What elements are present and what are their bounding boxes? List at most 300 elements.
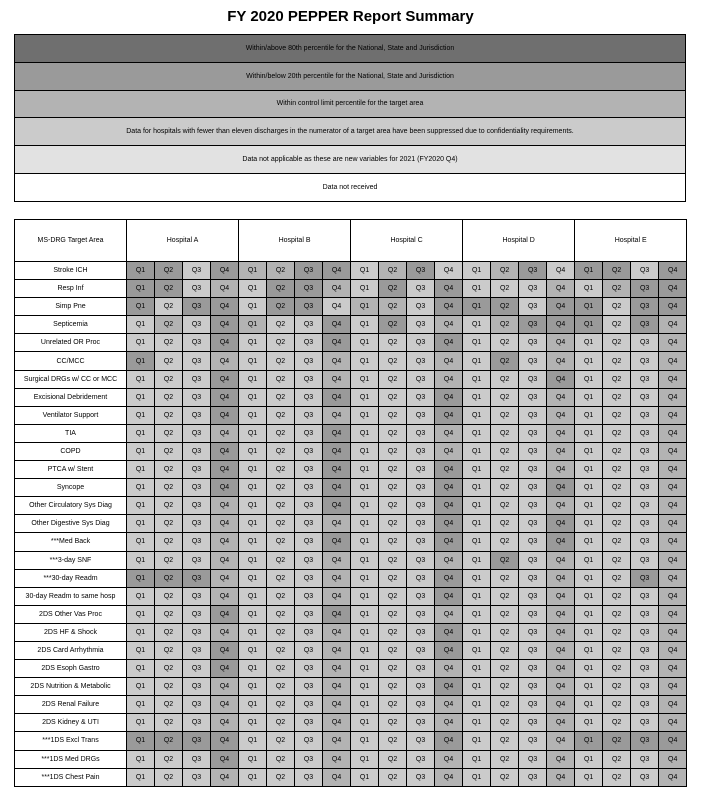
quarter-cell: Q1 — [239, 352, 267, 370]
quarter-cell: Q4 — [659, 406, 687, 424]
quarter-cell: Q1 — [463, 280, 491, 298]
quarter-cell: Q3 — [183, 461, 211, 479]
quarter-cell: Q2 — [603, 298, 631, 316]
quarter-cell: Q1 — [351, 551, 379, 569]
quarter-cell: Q3 — [407, 660, 435, 678]
quarter-cell: Q2 — [491, 406, 519, 424]
quarter-cell: Q1 — [239, 424, 267, 442]
quarter-cell: Q4 — [659, 569, 687, 587]
quarter-cell: Q4 — [323, 316, 351, 334]
quarter-cell: Q3 — [407, 768, 435, 786]
quarter-cell: Q4 — [323, 298, 351, 316]
quarter-cell: Q1 — [127, 298, 155, 316]
quarter-cell: Q2 — [603, 768, 631, 786]
quarter-cell: Q1 — [351, 280, 379, 298]
report-title: FY 2020 PEPPER Report Summary — [227, 8, 474, 25]
quarter-cell: Q3 — [183, 442, 211, 460]
quarter-cell: Q1 — [575, 732, 603, 750]
table-row — [15, 479, 687, 497]
quarter-cell: Q3 — [407, 298, 435, 316]
quarter-cell: Q4 — [323, 660, 351, 678]
quarter-cell: Q2 — [155, 623, 183, 641]
quarter-cell: Q2 — [155, 768, 183, 786]
target-area-label: ***Med Back — [15, 533, 127, 551]
quarter-cell: Q3 — [519, 334, 547, 352]
quarter-cell: Q1 — [463, 660, 491, 678]
quarter-cell: Q2 — [155, 388, 183, 406]
quarter-cell: Q3 — [295, 424, 323, 442]
quarter-cell: Q3 — [183, 424, 211, 442]
quarter-cell: Q1 — [127, 515, 155, 533]
table-row — [15, 352, 687, 370]
quarter-cell: Q1 — [127, 334, 155, 352]
legend-row — [15, 146, 686, 174]
quarter-cell: Q4 — [659, 732, 687, 750]
quarter-cell: Q1 — [127, 442, 155, 460]
quarter-cell: Q2 — [491, 768, 519, 786]
quarter-cell: Q4 — [435, 334, 463, 352]
quarter-cell: Q1 — [351, 732, 379, 750]
quarter-cell: Q3 — [631, 551, 659, 569]
summary-table — [14, 219, 687, 787]
quarter-cell: Q3 — [295, 569, 323, 587]
quarter-cell: Q1 — [127, 551, 155, 569]
quarter-cell: Q4 — [211, 388, 239, 406]
quarter-cell: Q2 — [491, 533, 519, 551]
quarter-cell: Q3 — [295, 768, 323, 786]
quarter-cell: Q4 — [435, 696, 463, 714]
quarter-cell: Q3 — [631, 406, 659, 424]
quarter-cell: Q3 — [295, 479, 323, 497]
quarter-cell: Q4 — [547, 641, 575, 659]
quarter-cell: Q3 — [519, 370, 547, 388]
quarter-cell: Q3 — [631, 370, 659, 388]
quarter-cell: Q4 — [659, 533, 687, 551]
legend-item: Data not received — [15, 173, 686, 201]
quarter-cell: Q4 — [547, 623, 575, 641]
quarter-cell: Q2 — [603, 406, 631, 424]
quarter-cell: Q4 — [323, 551, 351, 569]
quarter-cell: Q1 — [127, 479, 155, 497]
quarter-cell: Q3 — [631, 280, 659, 298]
quarter-cell: Q4 — [211, 334, 239, 352]
quarter-cell: Q4 — [659, 424, 687, 442]
quarter-cell: Q1 — [575, 660, 603, 678]
quarter-cell: Q4 — [211, 424, 239, 442]
quarter-cell: Q3 — [631, 424, 659, 442]
legend-row — [15, 118, 686, 146]
quarter-cell: Q1 — [575, 406, 603, 424]
quarter-cell: Q2 — [155, 316, 183, 334]
quarter-cell: Q4 — [435, 732, 463, 750]
target-area-label: CC/MCC — [15, 352, 127, 370]
quarter-cell: Q3 — [407, 497, 435, 515]
quarter-cell: Q1 — [463, 768, 491, 786]
quarter-cell: Q1 — [127, 280, 155, 298]
quarter-cell: Q4 — [435, 515, 463, 533]
quarter-cell: Q1 — [351, 623, 379, 641]
quarter-cell: Q4 — [323, 587, 351, 605]
quarter-cell: Q3 — [519, 714, 547, 732]
quarter-cell: Q4 — [547, 605, 575, 623]
quarter-cell: Q3 — [407, 569, 435, 587]
quarter-cell: Q3 — [519, 280, 547, 298]
target-area-label: Septicemia — [15, 316, 127, 334]
quarter-cell: Q1 — [127, 768, 155, 786]
quarter-cell: Q1 — [463, 334, 491, 352]
quarter-cell: Q2 — [379, 732, 407, 750]
quarter-cell: Q1 — [351, 515, 379, 533]
quarter-cell: Q3 — [407, 388, 435, 406]
table-row — [15, 768, 687, 786]
quarter-cell: Q2 — [379, 750, 407, 768]
quarter-cell: Q4 — [323, 388, 351, 406]
quarter-cell: Q4 — [435, 298, 463, 316]
quarter-cell: Q1 — [463, 316, 491, 334]
quarter-cell: Q4 — [547, 515, 575, 533]
quarter-cell: Q1 — [463, 298, 491, 316]
quarter-cell: Q1 — [239, 641, 267, 659]
quarter-cell: Q3 — [295, 732, 323, 750]
hospital-header: Hospital B — [239, 220, 351, 262]
quarter-cell: Q4 — [435, 388, 463, 406]
legend-row — [15, 173, 686, 201]
quarter-cell: Q2 — [603, 280, 631, 298]
quarter-cell: Q4 — [435, 461, 463, 479]
quarter-cell: Q2 — [267, 714, 295, 732]
quarter-cell: Q1 — [351, 533, 379, 551]
quarter-cell: Q2 — [491, 660, 519, 678]
quarter-cell: Q2 — [379, 569, 407, 587]
quarter-cell: Q1 — [127, 732, 155, 750]
quarter-cell: Q2 — [379, 424, 407, 442]
quarter-cell: Q4 — [659, 280, 687, 298]
quarter-cell: Q4 — [323, 497, 351, 515]
quarter-cell: Q4 — [547, 732, 575, 750]
quarter-cell: Q4 — [211, 316, 239, 334]
target-area-label: ***1DS Excl Trans — [15, 732, 127, 750]
quarter-cell: Q3 — [519, 641, 547, 659]
quarter-cell: Q3 — [407, 316, 435, 334]
quarter-cell: Q3 — [407, 714, 435, 732]
quarter-cell: Q1 — [575, 497, 603, 515]
quarter-cell: Q1 — [463, 262, 491, 280]
quarter-cell: Q2 — [155, 515, 183, 533]
quarter-cell: Q2 — [603, 623, 631, 641]
target-area-label: Surgical DRGs w/ CC or MCC — [15, 370, 127, 388]
quarter-cell: Q2 — [267, 442, 295, 460]
quarter-cell: Q1 — [127, 316, 155, 334]
target-area-label: 2DS Renal Failure — [15, 696, 127, 714]
quarter-cell: Q3 — [295, 461, 323, 479]
quarter-cell: Q4 — [547, 352, 575, 370]
quarter-cell: Q1 — [351, 587, 379, 605]
quarter-cell: Q1 — [127, 461, 155, 479]
quarter-cell: Q3 — [183, 316, 211, 334]
quarter-cell: Q4 — [547, 334, 575, 352]
quarter-cell: Q1 — [575, 479, 603, 497]
quarter-cell: Q3 — [295, 605, 323, 623]
hospital-header: Hospital D — [463, 220, 575, 262]
legend-item: Data for hospitals with fewer than eleven discharges in the numerator of a target area have been suppressed due to confidentiality requirements. — [15, 118, 686, 146]
target-area-label: 30-day Readm to same hosp — [15, 587, 127, 605]
quarter-cell: Q2 — [379, 334, 407, 352]
quarter-cell: Q2 — [603, 316, 631, 334]
quarter-cell: Q1 — [127, 569, 155, 587]
quarter-cell: Q4 — [659, 587, 687, 605]
quarter-cell: Q4 — [659, 370, 687, 388]
quarter-cell: Q4 — [323, 479, 351, 497]
quarter-cell: Q3 — [295, 641, 323, 659]
quarter-cell: Q1 — [239, 587, 267, 605]
quarter-cell: Q3 — [183, 370, 211, 388]
quarter-cell: Q2 — [267, 678, 295, 696]
quarter-cell: Q1 — [239, 497, 267, 515]
quarter-cell: Q1 — [575, 424, 603, 442]
quarter-cell: Q1 — [575, 623, 603, 641]
quarter-cell: Q3 — [407, 442, 435, 460]
quarter-cell: Q2 — [491, 316, 519, 334]
quarter-cell: Q4 — [211, 406, 239, 424]
quarter-cell: Q2 — [491, 587, 519, 605]
quarter-cell: Q1 — [463, 696, 491, 714]
quarter-cell: Q3 — [183, 660, 211, 678]
quarter-cell: Q1 — [239, 479, 267, 497]
quarter-cell: Q1 — [575, 587, 603, 605]
quarter-cell: Q4 — [211, 623, 239, 641]
quarter-cell: Q3 — [519, 515, 547, 533]
quarter-cell: Q2 — [155, 280, 183, 298]
quarter-cell: Q2 — [491, 497, 519, 515]
quarter-cell: Q2 — [379, 262, 407, 280]
quarter-cell: Q1 — [351, 660, 379, 678]
quarter-cell: Q4 — [211, 280, 239, 298]
quarter-cell: Q3 — [631, 714, 659, 732]
quarter-cell: Q1 — [351, 262, 379, 280]
table-row — [15, 732, 687, 750]
legend-row — [15, 90, 686, 118]
target-area-label: Syncope — [15, 479, 127, 497]
quarter-cell: Q1 — [575, 262, 603, 280]
quarter-cell: Q3 — [407, 334, 435, 352]
quarter-cell: Q1 — [239, 660, 267, 678]
quarter-cell: Q3 — [183, 280, 211, 298]
quarter-cell: Q1 — [463, 533, 491, 551]
quarter-cell: Q3 — [631, 587, 659, 605]
quarter-cell: Q3 — [295, 660, 323, 678]
table-row — [15, 551, 687, 569]
quarter-cell: Q3 — [519, 298, 547, 316]
legend-row — [15, 35, 686, 63]
quarter-cell: Q4 — [435, 406, 463, 424]
quarter-cell: Q1 — [351, 298, 379, 316]
quarter-cell: Q2 — [379, 370, 407, 388]
quarter-cell: Q4 — [547, 280, 575, 298]
quarter-cell: Q2 — [379, 442, 407, 460]
quarter-cell: Q3 — [519, 551, 547, 569]
quarter-cell: Q3 — [407, 605, 435, 623]
quarter-cell: Q4 — [211, 768, 239, 786]
quarter-cell: Q1 — [351, 714, 379, 732]
quarter-cell: Q2 — [267, 262, 295, 280]
quarter-cell: Q1 — [239, 533, 267, 551]
quarter-cell: Q1 — [239, 388, 267, 406]
quarter-cell: Q1 — [239, 714, 267, 732]
quarter-cell: Q1 — [239, 768, 267, 786]
quarter-cell: Q2 — [267, 623, 295, 641]
quarter-cell: Q4 — [435, 442, 463, 460]
quarter-cell: Q4 — [435, 479, 463, 497]
quarter-cell: Q4 — [659, 660, 687, 678]
quarter-cell: Q1 — [127, 497, 155, 515]
quarter-cell: Q4 — [659, 641, 687, 659]
target-area-label: ***3-day SNF — [15, 551, 127, 569]
quarter-cell: Q3 — [295, 334, 323, 352]
quarter-cell: Q3 — [631, 388, 659, 406]
quarter-cell: Q4 — [547, 750, 575, 768]
quarter-cell: Q2 — [267, 334, 295, 352]
quarter-cell: Q2 — [491, 623, 519, 641]
quarter-cell: Q1 — [351, 569, 379, 587]
quarter-cell: Q4 — [659, 497, 687, 515]
quarter-cell: Q4 — [435, 533, 463, 551]
quarter-cell: Q1 — [127, 533, 155, 551]
quarter-cell: Q2 — [603, 678, 631, 696]
quarter-cell: Q4 — [659, 388, 687, 406]
quarter-cell: Q3 — [183, 551, 211, 569]
quarter-cell: Q4 — [323, 533, 351, 551]
quarter-cell: Q1 — [463, 442, 491, 460]
quarter-cell: Q1 — [463, 587, 491, 605]
quarter-cell: Q3 — [631, 623, 659, 641]
quarter-cell: Q2 — [603, 569, 631, 587]
quarter-cell: Q2 — [603, 587, 631, 605]
quarter-cell: Q1 — [575, 298, 603, 316]
quarter-cell: Q2 — [379, 406, 407, 424]
quarter-cell: Q2 — [379, 714, 407, 732]
quarter-cell: Q3 — [631, 461, 659, 479]
quarter-cell: Q2 — [603, 533, 631, 551]
quarter-cell: Q1 — [127, 352, 155, 370]
hospital-header: Hospital A — [127, 220, 239, 262]
table-row — [15, 623, 687, 641]
quarter-cell: Q3 — [183, 587, 211, 605]
quarter-cell: Q1 — [239, 623, 267, 641]
quarter-cell: Q2 — [603, 352, 631, 370]
target-area-label: 2DS Kidney & UTI — [15, 714, 127, 732]
quarter-cell: Q2 — [267, 497, 295, 515]
quarter-cell: Q2 — [603, 388, 631, 406]
quarter-cell: Q3 — [407, 424, 435, 442]
quarter-cell: Q4 — [323, 750, 351, 768]
quarter-cell: Q4 — [211, 714, 239, 732]
quarter-cell: Q4 — [659, 461, 687, 479]
quarter-cell: Q3 — [407, 515, 435, 533]
quarter-cell: Q1 — [463, 406, 491, 424]
quarter-cell: Q3 — [631, 678, 659, 696]
quarter-cell: Q3 — [519, 678, 547, 696]
target-area-label: ***1DS Med DRGs — [15, 750, 127, 768]
quarter-cell: Q2 — [379, 316, 407, 334]
quarter-cell: Q1 — [351, 370, 379, 388]
quarter-cell: Q2 — [267, 280, 295, 298]
quarter-cell: Q4 — [211, 515, 239, 533]
quarter-cell: Q4 — [435, 316, 463, 334]
quarter-cell: Q4 — [323, 461, 351, 479]
quarter-cell: Q1 — [351, 461, 379, 479]
quarter-cell: Q3 — [631, 497, 659, 515]
quarter-cell: Q3 — [519, 479, 547, 497]
quarter-cell: Q3 — [631, 750, 659, 768]
quarter-cell: Q2 — [155, 551, 183, 569]
quarter-cell: Q2 — [603, 442, 631, 460]
quarter-cell: Q4 — [659, 479, 687, 497]
quarter-cell: Q1 — [239, 406, 267, 424]
quarter-cell: Q4 — [547, 497, 575, 515]
quarter-cell: Q3 — [295, 298, 323, 316]
table-row — [15, 696, 687, 714]
quarter-cell: Q3 — [631, 334, 659, 352]
quarter-cell: Q4 — [435, 678, 463, 696]
quarter-cell: Q3 — [183, 605, 211, 623]
quarter-cell: Q3 — [295, 533, 323, 551]
target-area-label: 2DS Esoph Gastro — [15, 660, 127, 678]
quarter-cell: Q3 — [519, 262, 547, 280]
quarter-cell: Q3 — [631, 732, 659, 750]
quarter-cell: Q2 — [155, 678, 183, 696]
quarter-cell: Q3 — [295, 370, 323, 388]
quarter-cell: Q2 — [491, 298, 519, 316]
quarter-cell: Q3 — [631, 316, 659, 334]
quarter-cell: Q1 — [463, 569, 491, 587]
quarter-cell: Q2 — [379, 551, 407, 569]
quarter-cell: Q1 — [575, 696, 603, 714]
quarter-cell: Q4 — [435, 370, 463, 388]
target-area-label: Unrelated OR Proc — [15, 334, 127, 352]
quarter-cell: Q2 — [155, 605, 183, 623]
target-area-label: TIA — [15, 424, 127, 442]
legend-item: Within/above 80th percentile for the National, State and Jurisdiction — [15, 35, 686, 63]
quarter-cell: Q3 — [407, 479, 435, 497]
quarter-cell: Q2 — [379, 587, 407, 605]
quarter-cell: Q3 — [519, 442, 547, 460]
quarter-cell: Q2 — [603, 714, 631, 732]
quarter-cell: Q4 — [323, 280, 351, 298]
target-area-label: 2DS Card Arrhythmia — [15, 641, 127, 659]
quarter-cell: Q4 — [323, 623, 351, 641]
quarter-cell: Q3 — [407, 696, 435, 714]
quarter-cell: Q3 — [183, 515, 211, 533]
quarter-cell: Q4 — [211, 641, 239, 659]
quarter-cell: Q1 — [239, 678, 267, 696]
quarter-cell: Q2 — [491, 605, 519, 623]
quarter-cell: Q3 — [407, 533, 435, 551]
quarter-cell: Q4 — [323, 370, 351, 388]
quarter-cell: Q4 — [211, 442, 239, 460]
quarter-cell: Q4 — [323, 714, 351, 732]
quarter-cell: Q2 — [267, 352, 295, 370]
hospital-header: Hospital E — [575, 220, 687, 262]
quarter-cell: Q4 — [547, 370, 575, 388]
quarter-cell: Q2 — [603, 750, 631, 768]
quarter-cell: Q3 — [295, 316, 323, 334]
quarter-cell: Q1 — [463, 388, 491, 406]
table-row — [15, 388, 687, 406]
quarter-cell: Q2 — [155, 696, 183, 714]
table-row — [15, 533, 687, 551]
quarter-cell: Q1 — [575, 352, 603, 370]
quarter-cell: Q3 — [407, 551, 435, 569]
